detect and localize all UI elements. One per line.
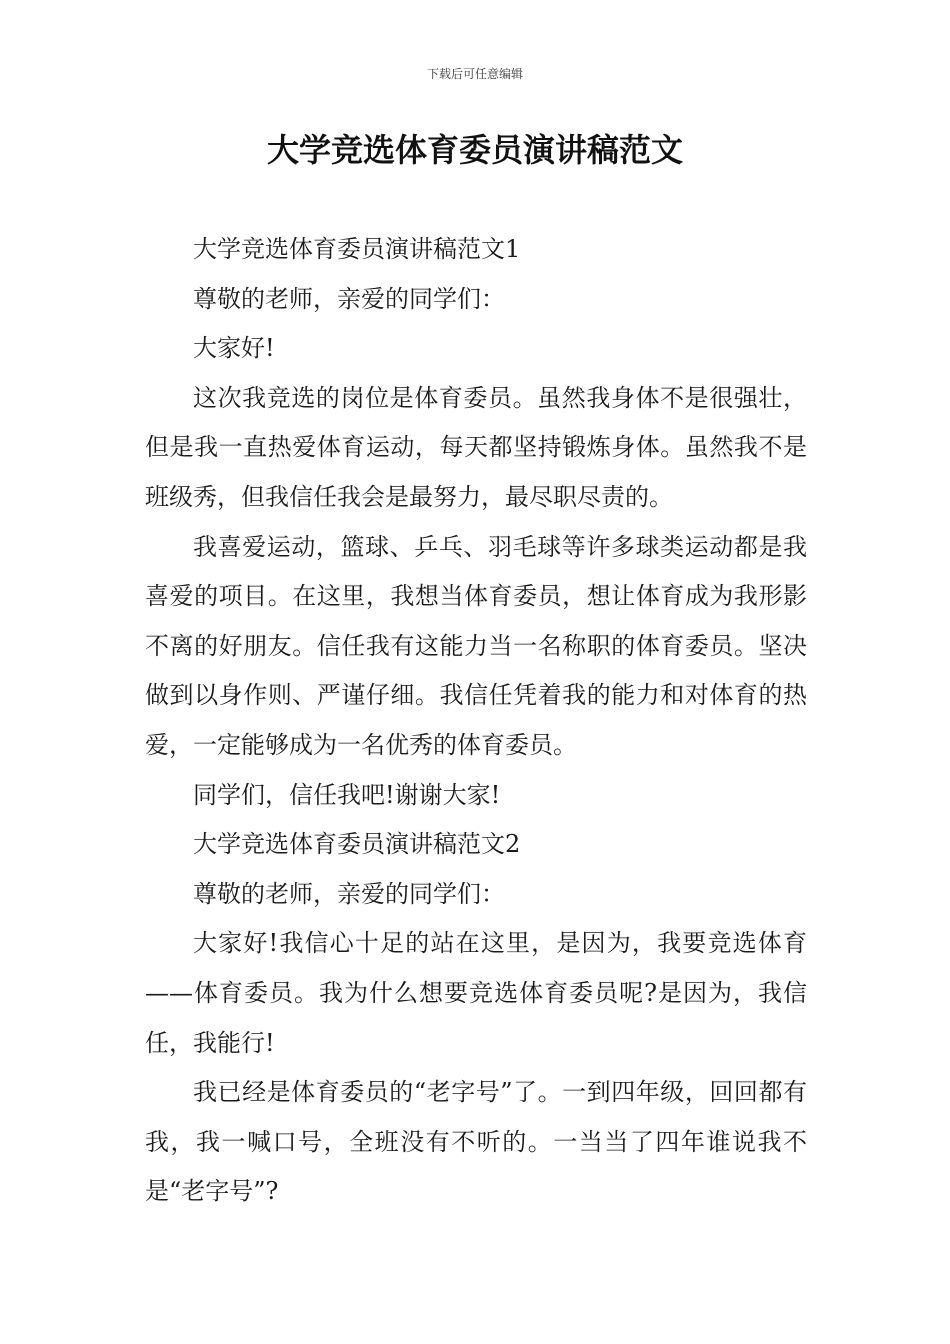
greeting-paragraph: 大家好! — [193, 334, 275, 363]
salutation-paragraph: 尊敬的老师，亲爱的同学们： — [193, 879, 505, 908]
document-body — [145, 225, 807, 1217]
body-paragraph: 大家好!我信心十足的站在这里，是因为，我要竞选体育——体育委员。我为什么想要竞选体育委员呢?是因为，我信任，我能行! — [145, 929, 807, 1057]
section-heading-2: 大学竞选体育委员演讲稿范文2 — [193, 830, 521, 859]
header-note: 下载后可任意编辑 — [426, 67, 523, 81]
body-paragraph: 这次我竞选的岗位是体育委员。虽然我身体不是很强壮，但是我一直热爱体育运动，每天都坚持锻炼身体。虽然我不是班级秀，但我信任我会是最努力，最尽职尽责的。 — [145, 383, 807, 511]
document-title: 大学竞选体育委员演讲稿范文 — [266, 131, 683, 169]
section-heading-1: 大学竞选体育委员演讲稿范文1 — [193, 235, 521, 263]
salutation-paragraph: 尊敬的老师，亲爱的同学们： — [193, 284, 505, 313]
body-paragraph: 我喜爱运动，篮球、乒乓、羽毛球等许多球类运动都是我喜爱的项目。在这里，我想当体育委员，想让体育成为我形影不离的好朋友。信任我有这能力当一名称职的体育委员。坚决做到以身作则、严谨仔细。我信任凭着我的能力和对体育的热爱，一定能够成为一名优秀的体育委员。 — [145, 532, 807, 759]
closing-paragraph: 同学们，信任我吧!谢谢大家! — [193, 780, 501, 809]
body-paragraph: 我已经是体育委员的“老字号”了。一到四年级，回回都有我，我一喊口号，全班没有不听的。一当当了四年谁说我不是“老字号”? — [145, 1078, 807, 1206]
